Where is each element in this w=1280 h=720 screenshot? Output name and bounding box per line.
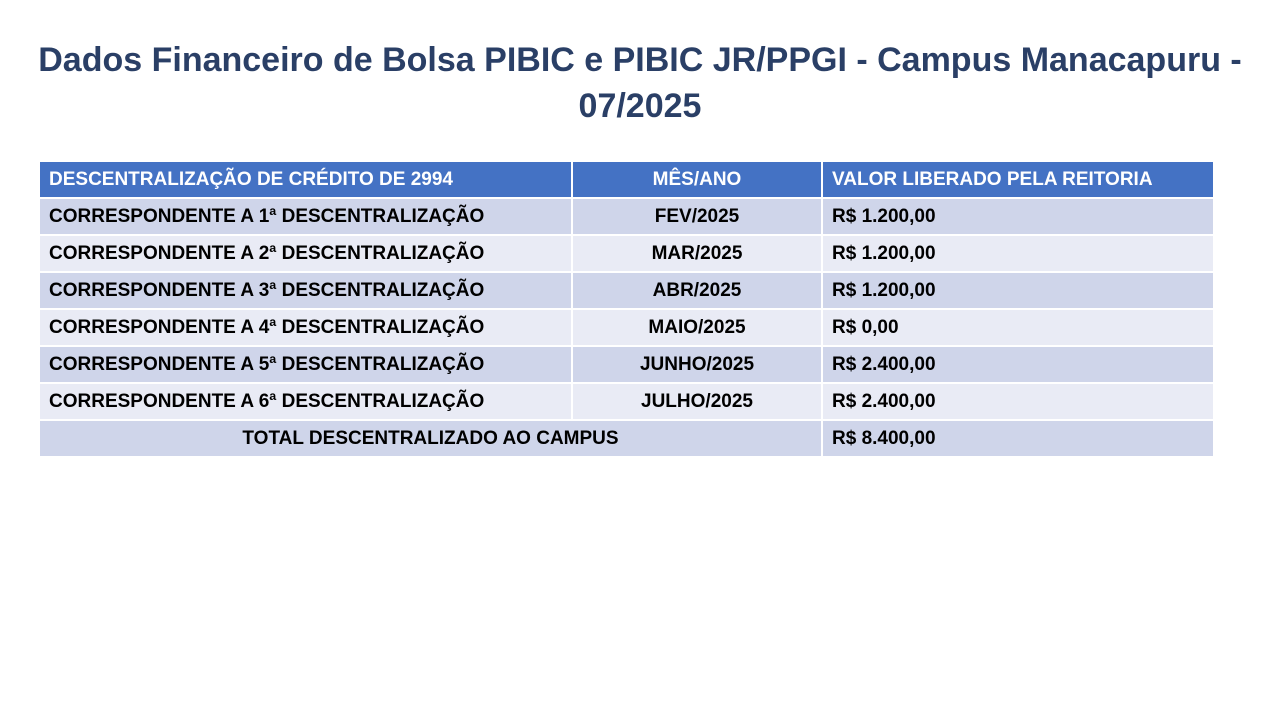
- row-description: CORRESPONDENTE A 3ª DESCENTRALIZAÇÃO: [39, 272, 572, 309]
- row-value: R$ 2.400,00: [822, 383, 1214, 420]
- row-description: CORRESPONDENTE A 1ª DESCENTRALIZAÇÃO: [39, 198, 572, 235]
- row-month: MAIO/2025: [572, 309, 822, 346]
- row-description: CORRESPONDENTE A 5ª DESCENTRALIZAÇÃO: [39, 346, 572, 383]
- row-description: CORRESPONDENTE A 4ª DESCENTRALIZAÇÃO: [39, 309, 572, 346]
- row-month: MAR/2025: [572, 235, 822, 272]
- table-row: [39, 309, 1214, 346]
- table-row: [39, 272, 1214, 309]
- header-value: VALOR LIBERADO PELA REITORIA: [822, 161, 1214, 198]
- table-row: [39, 383, 1214, 420]
- table-row: [39, 346, 1214, 383]
- total-value: R$ 8.400,00: [822, 420, 1214, 457]
- row-value: R$ 1.200,00: [822, 235, 1214, 272]
- row-description: CORRESPONDENTE A 2ª DESCENTRALIZAÇÃO: [39, 235, 572, 272]
- header-month: MÊS/ANO: [572, 161, 822, 198]
- row-month: FEV/2025: [572, 198, 822, 235]
- header-description: DESCENTRALIZAÇÃO DE CRÉDITO DE 2994: [39, 161, 572, 198]
- row-value: R$ 2.400,00: [822, 346, 1214, 383]
- total-label: TOTAL DESCENTRALIZADO AO CAMPUS: [39, 420, 822, 457]
- row-value: R$ 1.200,00: [822, 198, 1214, 235]
- row-month: JULHO/2025: [572, 383, 822, 420]
- row-value: R$ 0,00: [822, 309, 1214, 346]
- total-row: [39, 420, 1214, 457]
- row-month: JUNHO/2025: [572, 346, 822, 383]
- row-month: ABR/2025: [572, 272, 822, 309]
- row-value: R$ 1.200,00: [822, 272, 1214, 309]
- table-row: [39, 235, 1214, 272]
- credit-table-container: [38, 160, 1213, 458]
- table-row: [39, 198, 1214, 235]
- credit-table: [38, 160, 1215, 458]
- row-description: CORRESPONDENTE A 6ª DESCENTRALIZAÇÃO: [39, 383, 572, 420]
- page-title: Dados Financeiro de Bolsa PIBIC e PIBIC JR/PPGI - Campus Manacapuru - 07/2025: [38, 40, 1242, 125]
- table-header-row: [39, 161, 1214, 198]
